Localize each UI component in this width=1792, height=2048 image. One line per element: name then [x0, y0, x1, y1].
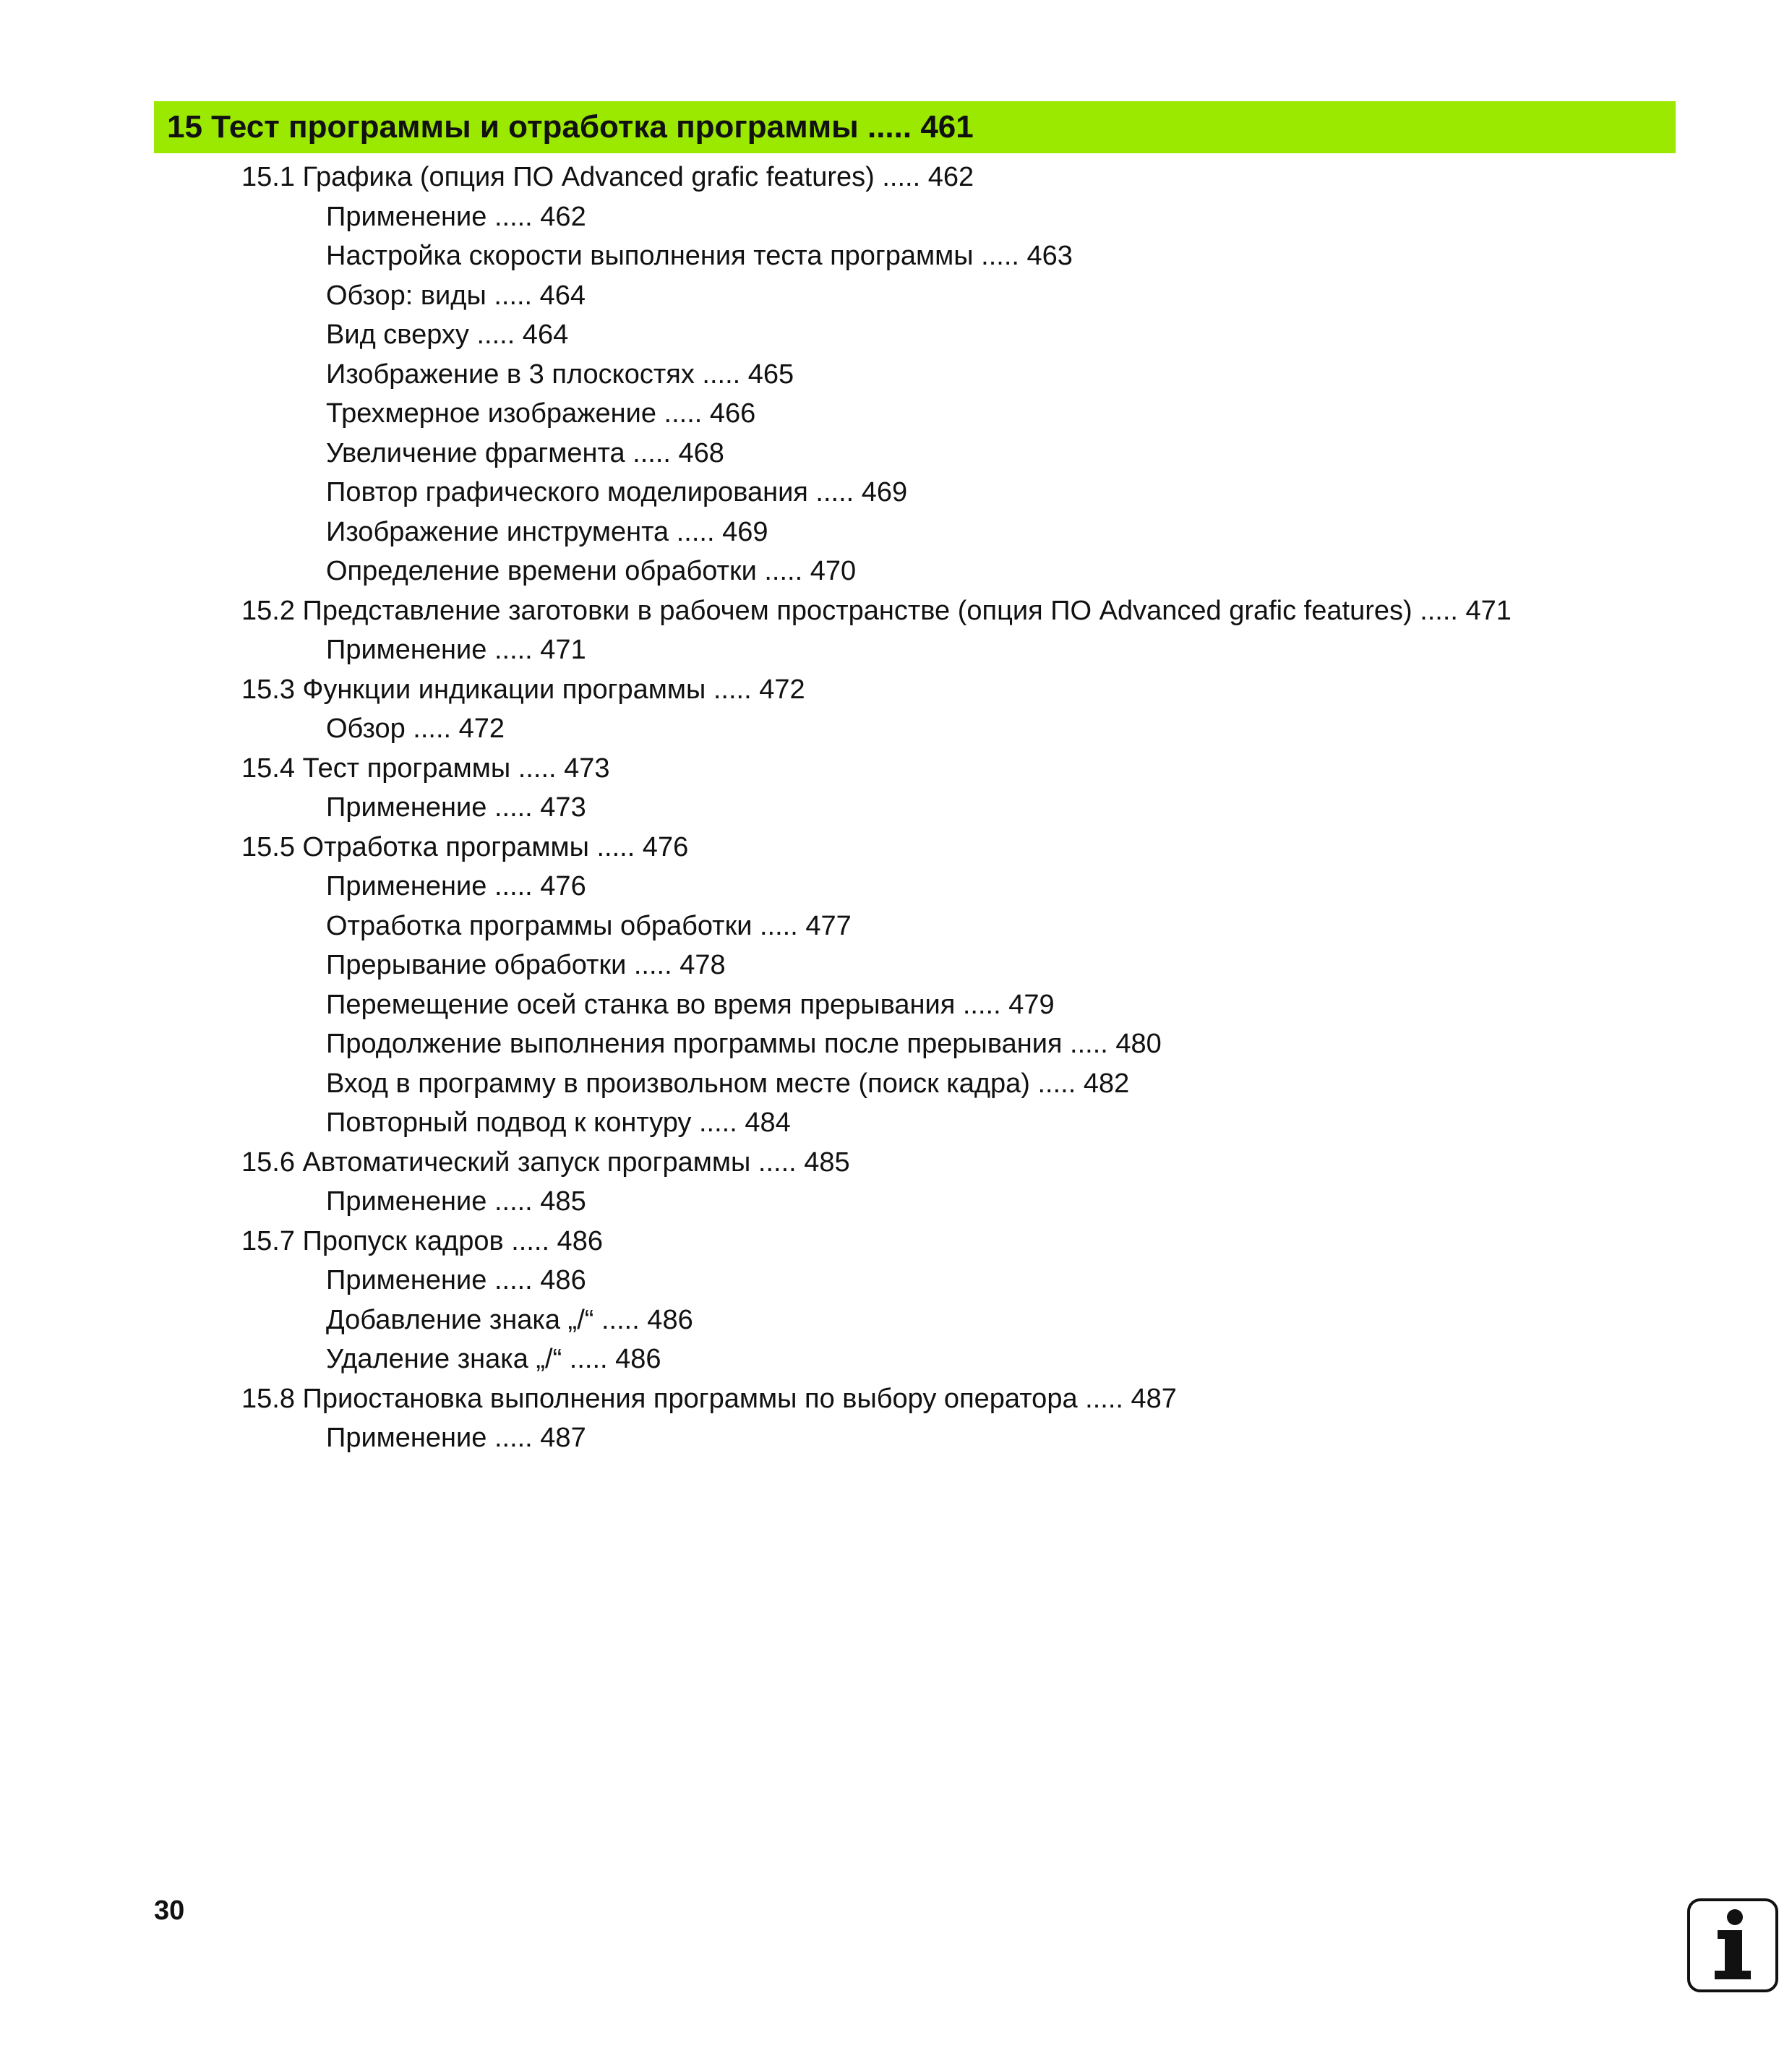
toc-subsection-entry[interactable]: Увеличение фрагмента ..... 468	[326, 437, 724, 468]
toc-subsection-entry[interactable]: Прерывание обработки ..... 478	[326, 950, 726, 980]
info-icon	[1687, 1898, 1778, 1992]
toc-subsection-entry[interactable]: Настройка скорости выполнения теста программы ..... 463	[326, 241, 1073, 271]
toc-subsection-entry[interactable]: Применение ..... 487	[326, 1423, 586, 1453]
toc-subsection-entry[interactable]: Применение ..... 471	[326, 635, 586, 665]
toc-subsection-entry[interactable]: Повторный подвод к контуру ..... 484	[326, 1107, 791, 1138]
toc-subsection-entry[interactable]: Определение времени обработки ..... 470	[326, 556, 857, 586]
toc-section-entry[interactable]: 15.6 Автоматический запуск программы ..... 485	[241, 1147, 850, 1178]
toc-section-entry[interactable]: 15.4 Тест программы ..... 473	[241, 753, 610, 784]
chapter-header	[154, 101, 1676, 153]
table-of-contents	[0, 158, 1512, 1458]
toc-subsection-entry[interactable]: Добавление знака „/“ ..... 486	[326, 1304, 693, 1335]
toc-subsection-entry[interactable]: Повтор графического моделирования ..... 469	[326, 477, 908, 507]
toc-subsection-entry[interactable]: Обзор ..... 472	[326, 714, 505, 744]
toc-section-entry[interactable]: 15.5 Отработка программы ..... 476	[241, 831, 689, 862]
toc-section-entry[interactable]: 15.2 Представление заготовки в рабочем пространстве (опция ПО Advanced grafic features) ..... 471	[241, 595, 1512, 626]
chapter-title[interactable]: 15 Тест программы и отработка программы ..... 461	[167, 109, 974, 145]
toc-subsection-entry[interactable]: Вход в программу в произвольном месте (поиск кадра) ..... 482	[326, 1068, 1130, 1099]
toc-subsection-entry[interactable]: Перемещение осей станка во время прерывания ..... 479	[326, 989, 1055, 1020]
toc-subsection-entry[interactable]: Вид сверху ..... 464	[326, 320, 569, 350]
toc-section-entry[interactable]: 15.8 Приостановка выполнения программы по выбору оператора ..... 487	[241, 1383, 1177, 1414]
toc-subsection-entry[interactable]: Применение ..... 473	[326, 792, 586, 823]
page-number: 30	[154, 1895, 185, 1926]
toc-section-entry[interactable]: 15.7 Пропуск кадров ..... 486	[241, 1225, 603, 1256]
toc-subsection-entry[interactable]: Применение ..... 462	[326, 201, 586, 232]
toc-subsection-entry[interactable]: Изображение инструмента ..... 469	[326, 516, 768, 547]
toc-subsection-entry[interactable]: Продолжение выполнения программы после прерывания ..... 480	[326, 1029, 1162, 1059]
toc-subsection-entry[interactable]: Применение ..... 476	[326, 871, 586, 901]
toc-subsection-entry[interactable]: Отработка программы обработки ..... 477	[326, 910, 852, 941]
toc-section-entry[interactable]: 15.3 Функции индикации программы ..... 472	[241, 674, 805, 705]
toc-subsection-entry[interactable]: Применение ..... 485	[326, 1186, 586, 1217]
toc-subsection-entry[interactable]: Изображение в 3 плоскостях ..... 465	[326, 359, 794, 390]
toc-section-entry[interactable]: 15.1 Графика (опция ПО Advanced grafic features) ..... 462	[241, 162, 974, 192]
toc-subsection-entry[interactable]: Трехмерное изображение ..... 466	[326, 398, 756, 429]
toc-subsection-entry[interactable]: Применение ..... 486	[326, 1265, 586, 1295]
toc-subsection-entry[interactable]: Обзор: виды ..... 464	[326, 280, 586, 311]
toc-subsection-entry[interactable]: Удаление знака „/“ ..... 486	[326, 1344, 661, 1374]
